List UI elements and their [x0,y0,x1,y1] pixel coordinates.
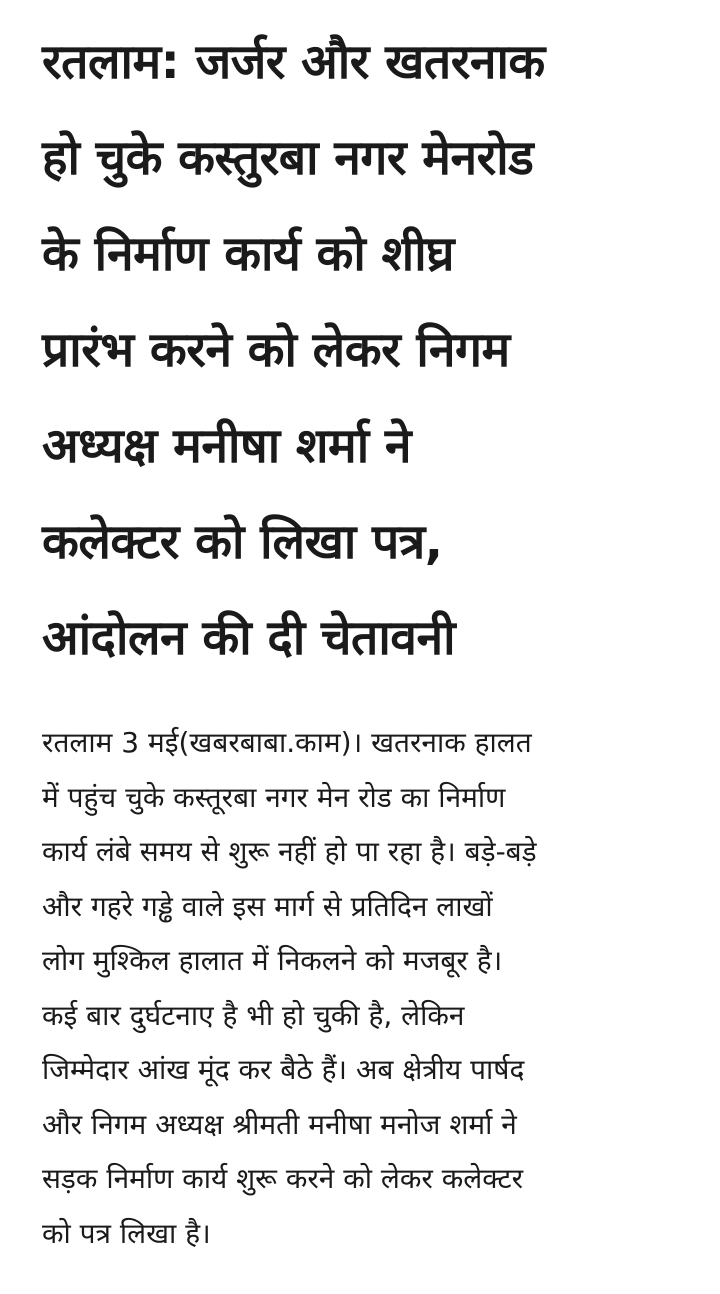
body-line: कई बार दुर्घटनाए है भी हो चुकी है, लेकिन [42,998,465,1032]
headline-line: आंदोलन की दी चेतावनी [42,610,456,666]
body-line: सड़क निर्माण कार्य शुरू करने को लेकर कलेक्टर [42,1162,524,1195]
headline-line: के निर्माण कार्य को शीघ्र [42,226,454,282]
article-body [42,716,692,1261]
headline-line: हो चुके कस्तुरबा नगर मेनरोड [42,130,534,186]
body-line: रतलाम 3 मई(खबरबाबा.काम)। खतरनाक हालत [42,726,532,759]
headline-line: प्रारंभ करने को लेकर निगम [42,322,510,378]
body-line: कार्य लंबे समय से शुरू नहीं हो पा रहा है। बड़े-बड़े [42,835,537,868]
headline-line: कलेक्टर को लिखा पत्र, [42,514,443,570]
body-line: और गहरे गड्ढे वाले इस मार्ग से प्रतिदिन लाखों [42,889,493,923]
body-line: में पहुंच चुके कस्तूरबा नगर मेन रोड का निर्माण [42,780,506,814]
body-line: जिम्मेदार आंख मूंद कर बैठे हैं। अब क्षेत्रीय पार्षद [42,1053,525,1086]
article-headline [42,14,692,686]
article-header [42,14,692,686]
body-line: और निगम अध्यक्ष श्रीमती मनीषा मनोज शर्मा ने [42,1107,517,1141]
body-line: को पत्र लिखा है। [42,1216,211,1250]
headline-line: अध्यक्ष मनीषा शर्मा ने [42,418,411,474]
headline-line: रतलाम: जर्जर और खतरनाक [42,34,545,90]
body-line: लोग मुश्किल हालात में निकलने को मजबूर है। [42,944,503,977]
